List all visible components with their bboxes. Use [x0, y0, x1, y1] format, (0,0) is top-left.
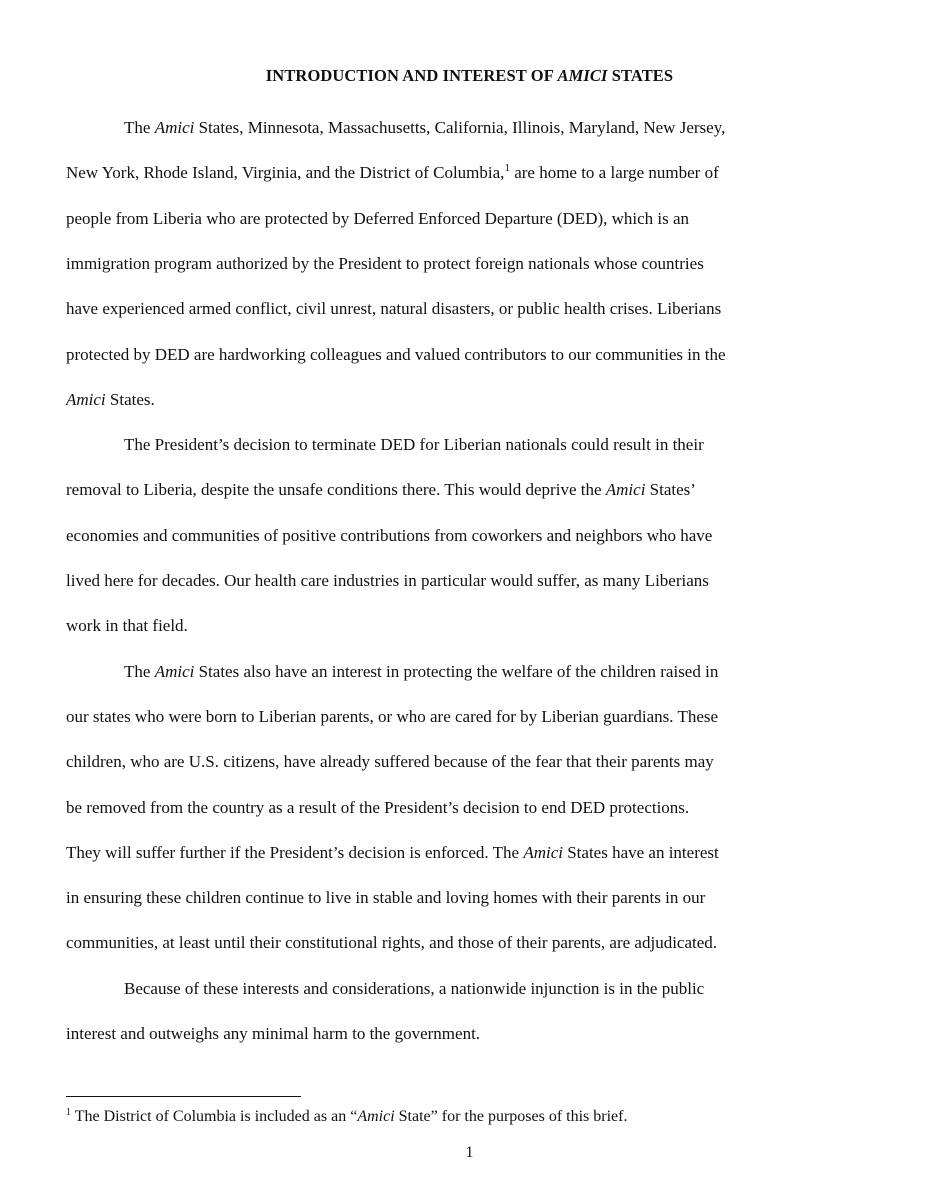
text-line	[66, 298, 721, 320]
footnote-reference: 1	[504, 162, 510, 175]
text-line	[66, 615, 188, 637]
page-number: 1	[465, 1144, 474, 1161]
text-segment: our states who were born to Liberian parents, or who are cared for by Liberian guardians. These	[66, 706, 719, 726]
footnote-prefix: The District of Columbia is included as an “	[71, 1108, 358, 1125]
text-segment: States, Minnesota, Massachusetts, California, Illinois, Maryland, New Jersey,	[194, 118, 726, 137]
text-segment: lived here for decades. Our health care industries in particular would suffer, as many Liberians	[66, 571, 709, 590]
text-line	[66, 570, 709, 592]
text-segment: New York, Rhode Island, Virginia, and the District of Columbia,	[66, 163, 505, 183]
footnote-suffix: State” for the purposes of this brief.	[394, 1108, 628, 1125]
text-segment: Because of these interests and considerations, a nationwide injunction is in the public	[124, 978, 705, 998]
text-line	[66, 525, 712, 547]
section-heading	[0, 66, 939, 86]
heading-suffix: STATES	[607, 66, 674, 85]
text-line	[66, 253, 704, 275]
text-segment: protected by DED are hardworking colleagues and valued contributors to our communities in the	[66, 344, 726, 364]
text-line	[66, 344, 726, 366]
footnote	[66, 1107, 627, 1127]
text-segment: removal to Liberia, despite the unsafe conditions there. This would deprive the	[66, 480, 606, 500]
italic-term: Amici	[66, 389, 106, 409]
text-segment: interest and outweighs any minimal harm to the government.	[66, 1024, 481, 1043]
text-line	[66, 706, 718, 728]
heading-prefix: INTRODUCTION AND INTEREST OF	[265, 66, 558, 85]
text-line	[124, 661, 718, 683]
text-segment: States have an interest	[562, 842, 719, 862]
italic-term: Amici	[605, 480, 646, 500]
text-segment: States also have an interest in protecting the welfare of the children raised in	[194, 661, 719, 681]
text-segment: in ensuring these children continue to live in stable and loving homes with their parents in our	[66, 888, 706, 908]
text-line	[66, 1023, 480, 1045]
text-line	[66, 797, 689, 819]
text-line	[66, 389, 155, 411]
text-segment: States.	[105, 389, 155, 409]
footnote-number: 1	[66, 1107, 71, 1118]
text-line	[124, 117, 725, 139]
text-line	[66, 887, 705, 909]
text-segment: are home to a large number of	[509, 163, 719, 183]
text-segment: They will suffer further if the President’s decision is enforced. The	[66, 842, 524, 862]
text-line	[124, 434, 704, 456]
text-segment: States’	[645, 480, 696, 500]
text-segment: be removed from the country as a result of the President’s decision to end DED protections.	[66, 797, 690, 817]
heading-italic: AMICI	[557, 66, 608, 85]
italic-term: Amici	[154, 661, 195, 681]
text-segment: have experienced armed conflict, civil unrest, natural disasters, or public health crises. Liberians	[66, 299, 722, 319]
footnote-italic: Amici	[357, 1108, 395, 1125]
text-segment: The President’s decision to terminate DED for Liberian nationals could result in their	[124, 435, 704, 455]
text-segment: work in that field.	[66, 616, 188, 636]
text-line	[66, 208, 689, 230]
italic-term: Amici	[154, 118, 195, 137]
text-line	[66, 479, 696, 501]
text-segment: The	[124, 661, 155, 681]
text-segment: people from Liberia who are protected by Deferred Enforced Departure (DED), which is an	[66, 208, 690, 228]
text-segment: The	[124, 118, 155, 137]
text-line	[124, 978, 704, 1000]
text-line	[66, 162, 719, 184]
text-line	[66, 842, 719, 864]
italic-term: Amici	[523, 842, 563, 862]
text-segment: immigration program authorized by the President to protect foreign nationals whose countries	[66, 253, 704, 273]
text-segment: economies and communities of positive contributions from coworkers and neighbors who have	[66, 525, 713, 545]
footnote-divider	[66, 1096, 301, 1097]
text-line	[66, 932, 717, 954]
text-segment: children, who are U.S. citizens, have already suffered because of the fear that their parents may	[66, 752, 714, 772]
text-line	[66, 751, 714, 773]
text-segment: communities, at least until their constitutional rights, and those of their parents, are adjudicated.	[66, 933, 718, 953]
